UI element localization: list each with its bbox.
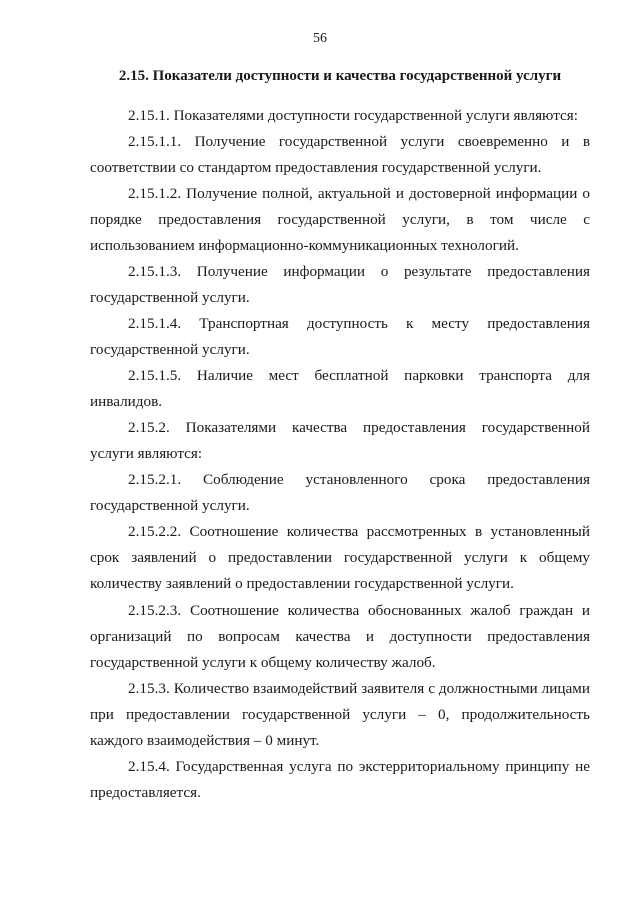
paragraph-2-15-1 [90,103,590,129]
paragraph-line: 2.15.1.2. Получение полной, актуальной и достоверной информации о [128,185,590,202]
paragraph-line: 2.15.1.3. Получение информации о результате предоставления [128,263,590,280]
page-number: 56 [313,31,327,46]
section-heading: 2.15. Показатели доступности и качества государственной услуги [118,68,562,84]
paragraph-line: государственной услуги. [90,289,250,306]
paragraph-2-15-4 [90,754,590,806]
paragraph-2-15-1-5 [90,363,590,415]
paragraph-line: 2.15.2.3. Соотношение количества обоснованных жалоб граждан и [128,602,590,619]
paragraph-line: 2.15.2.2. Соотношение количества рассмотренных в установленный [128,523,590,540]
paragraph-line: срок заявлений о предоставлении государственной услуги к общему [90,549,590,566]
paragraph-line: государственной услуги к общему количеству жалоб. [90,654,436,671]
paragraph-line: количеству заявлений о предоставлении государственной услуги. [90,575,514,592]
paragraph-line: каждого взаимодействия – 0 минут. [90,732,320,749]
paragraph-line: при предоставлении государственной услуги – 0, продолжительность [90,706,590,723]
paragraph-line: организаций по вопросам качества и доступности предоставления [90,628,590,645]
paragraph-2-15-1-3 [90,259,590,311]
paragraph-line: 2.15.2.1. Соблюдение установленного срока предоставления [128,471,590,488]
paragraph-line: соответствии со стандартом предоставления государственной услуги. [90,159,542,176]
paragraph-line: порядке предоставления государственной услуги, в том числе с [90,211,590,228]
paragraph-line: предоставляется. [90,784,201,801]
paragraph-2-15-1-4 [90,311,590,363]
paragraph-line: 2.15.1.5. Наличие мест бесплатной парковки транспорта для [128,367,590,384]
paragraph-line: услуги являются: [90,445,203,462]
paragraph-2-15-2-2 [90,519,590,597]
paragraph-2-15-2-1 [90,467,590,519]
paragraph-2-15-1-1 [90,129,590,181]
paragraph-line: государственной услуги. [90,497,250,514]
paragraph-2-15-2-3 [90,598,590,676]
paragraph-line: 2.15.1.4. Транспортная доступность к месту предоставления [128,315,590,332]
paragraph-line: 2.15.2. Показателями качества предоставления государственной [128,419,590,436]
paragraph-line: 2.15.4. Государственная услуга по экстерриториальному принципу не [128,758,590,775]
paragraph-line: инвалидов. [90,393,163,410]
paragraph-2-15-2 [90,415,590,467]
paragraph-line: использованием информационно-коммуникационных технологий. [90,237,519,254]
paragraph-line: 2.15.1. Показателями доступности государственной услуги являются: [128,107,578,124]
paragraph-line: 2.15.1.1. Получение государственной услуги своевременно и в [128,133,590,150]
paragraph-line: 2.15.3. Количество взаимодействий заявителя с должностными лицами [128,680,590,697]
paragraph-2-15-3 [90,676,590,754]
paragraph-2-15-1-2 [90,181,590,259]
paragraph-line: государственной услуги. [90,341,250,358]
